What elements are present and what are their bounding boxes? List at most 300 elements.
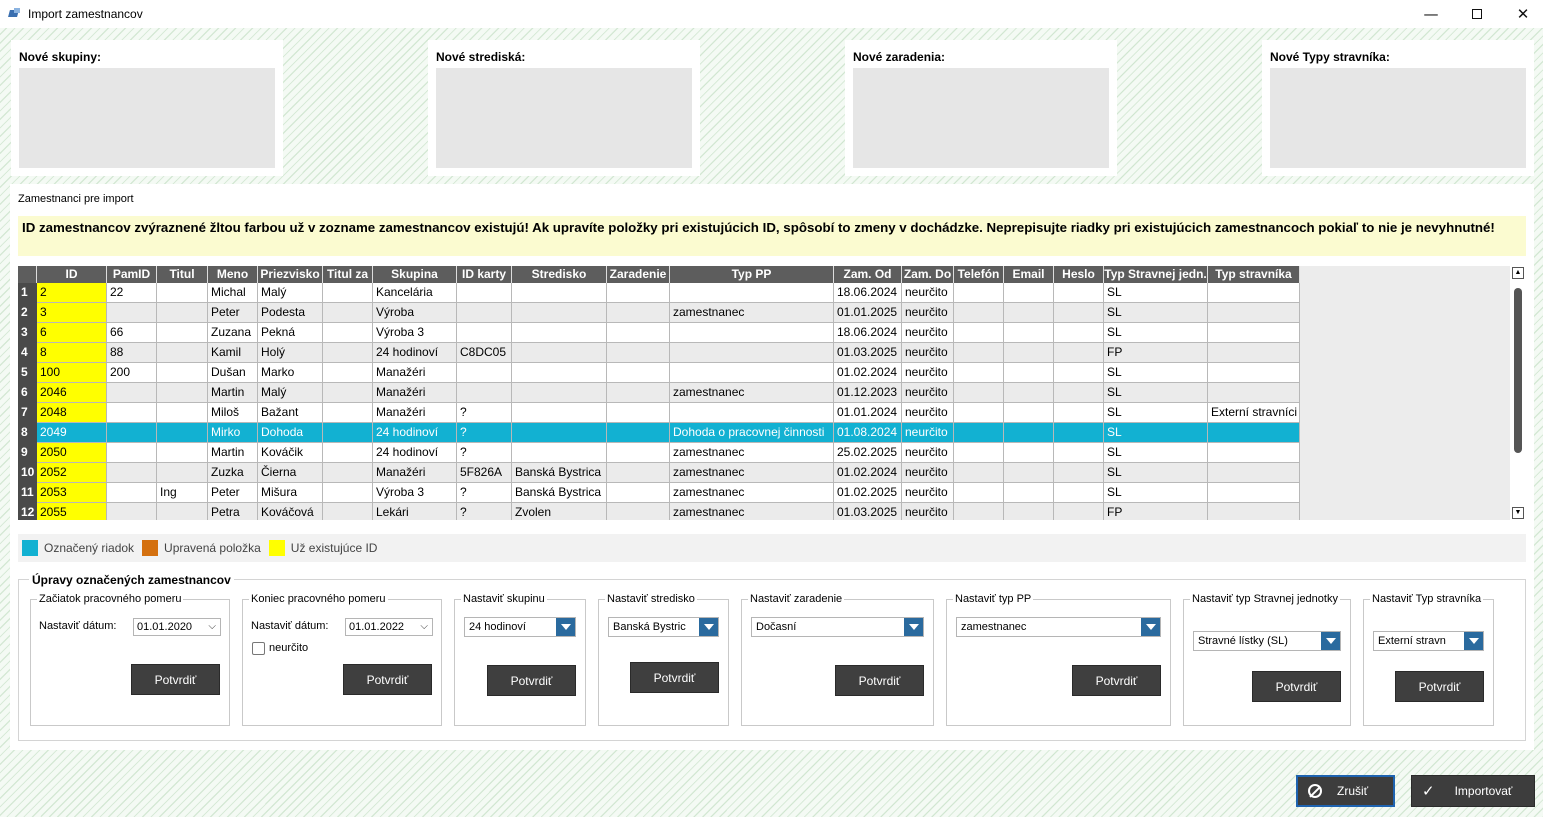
table-cell[interactable]: Mišura bbox=[258, 483, 323, 503]
row-number[interactable]: 5 bbox=[18, 363, 37, 383]
table-cell[interactable] bbox=[323, 383, 373, 403]
table-cell[interactable]: 01.08.2024 bbox=[834, 423, 902, 443]
diner-type-select[interactable] bbox=[1373, 631, 1484, 651]
table-cell[interactable] bbox=[607, 303, 670, 323]
table-cell[interactable] bbox=[1208, 503, 1300, 520]
table-cell[interactable] bbox=[323, 323, 373, 343]
table-cell[interactable] bbox=[1004, 483, 1054, 503]
confirm-pp-type-button[interactable]: Potvrdiť bbox=[1072, 665, 1161, 696]
table-cell[interactable]: Malý bbox=[258, 383, 323, 403]
table-cell[interactable] bbox=[670, 343, 834, 363]
table-cell[interactable] bbox=[1054, 383, 1104, 403]
row-number[interactable]: 12 bbox=[18, 503, 37, 520]
column-header[interactable]: Telefón bbox=[954, 266, 1004, 283]
table-cell[interactable] bbox=[1054, 423, 1104, 443]
table-cell[interactable] bbox=[1054, 303, 1104, 323]
table-cell[interactable]: Výroba 3 bbox=[373, 483, 457, 503]
column-header[interactable]: Skupina bbox=[373, 266, 457, 283]
table-cell[interactable]: Mirko bbox=[208, 423, 258, 443]
maximize-button[interactable] bbox=[1454, 0, 1500, 28]
table-cell[interactable]: 18.06.2024 bbox=[834, 323, 902, 343]
table-row[interactable] bbox=[18, 343, 1300, 363]
table-cell[interactable] bbox=[670, 403, 834, 423]
start-date-picker[interactable] bbox=[133, 618, 221, 636]
table-cell[interactable] bbox=[607, 283, 670, 303]
new-centers-list[interactable] bbox=[436, 68, 692, 168]
table-cell[interactable]: Dohoda bbox=[258, 423, 323, 443]
table-cell[interactable] bbox=[1004, 403, 1054, 423]
table-cell[interactable]: zamestnanec bbox=[670, 463, 834, 483]
scroll-thumb[interactable] bbox=[1514, 288, 1522, 453]
confirm-center-button[interactable]: Potvrdiť bbox=[630, 662, 719, 693]
table-cell[interactable]: Lekári bbox=[373, 503, 457, 520]
table-cell[interactable] bbox=[607, 403, 670, 423]
table-cell[interactable] bbox=[1004, 283, 1054, 303]
table-cell[interactable] bbox=[107, 403, 157, 423]
table-cell[interactable] bbox=[512, 323, 607, 343]
table-cell[interactable]: 2 bbox=[37, 283, 107, 303]
new-diner-types-list[interactable] bbox=[1270, 68, 1526, 168]
table-cell[interactable] bbox=[157, 343, 208, 363]
table-cell[interactable] bbox=[1208, 363, 1300, 383]
table-cell[interactable]: ? bbox=[457, 443, 512, 463]
table-cell[interactable]: Banská Bystrica bbox=[512, 483, 607, 503]
table-cell[interactable]: Miloš bbox=[208, 403, 258, 423]
table-cell[interactable]: 24 hodinoví bbox=[373, 443, 457, 463]
table-cell[interactable] bbox=[107, 423, 157, 443]
column-header[interactable]: ID karty bbox=[457, 266, 512, 283]
table-cell[interactable] bbox=[954, 443, 1004, 463]
confirm-start-date-button[interactable]: Potvrdiť bbox=[131, 664, 220, 695]
table-cell[interactable]: 24 hodinoví bbox=[373, 343, 457, 363]
table-row[interactable] bbox=[18, 303, 1300, 323]
row-number[interactable]: 8 bbox=[18, 423, 37, 443]
table-cell[interactable]: Dohoda o pracovnej činnosti bbox=[670, 423, 834, 443]
table-cell[interactable]: ? bbox=[457, 423, 512, 443]
table-cell[interactable]: ? bbox=[457, 403, 512, 423]
table-cell[interactable] bbox=[457, 303, 512, 323]
table-cell[interactable]: Petra bbox=[208, 503, 258, 520]
table-cell[interactable]: Výroba 3 bbox=[373, 323, 457, 343]
confirm-meal-unit-button[interactable]: Potvrdiť bbox=[1252, 671, 1341, 702]
table-cell[interactable] bbox=[457, 283, 512, 303]
table-cell[interactable]: Banská Bystrica bbox=[512, 463, 607, 483]
table-cell[interactable] bbox=[1054, 463, 1104, 483]
row-number[interactable]: 1 bbox=[18, 283, 37, 303]
table-cell[interactable]: 2052 bbox=[37, 463, 107, 483]
edit-selected-title: Úpravy označených zamestnancov bbox=[29, 573, 234, 587]
table-cell[interactable] bbox=[512, 423, 607, 443]
table-cell[interactable] bbox=[323, 363, 373, 383]
pp-type-select[interactable] bbox=[956, 617, 1161, 637]
table-cell[interactable]: Kancelária bbox=[373, 283, 457, 303]
table-cell[interactable] bbox=[670, 323, 834, 343]
table-cell[interactable]: Zuzana bbox=[208, 323, 258, 343]
table-cell[interactable]: Zuzka bbox=[208, 463, 258, 483]
table-cell[interactable]: Malý bbox=[258, 283, 323, 303]
close-button[interactable]: ✕ bbox=[1516, 5, 1530, 23]
table-cell[interactable] bbox=[323, 483, 373, 503]
column-header[interactable]: Zaradenie bbox=[607, 266, 670, 283]
table-cell[interactable]: neurčito bbox=[902, 303, 954, 323]
row-number[interactable]: 2 bbox=[18, 303, 37, 323]
dropdown-arrow-icon[interactable] bbox=[556, 618, 575, 636]
table-cell[interactable] bbox=[323, 463, 373, 483]
new-centers-label: Nové strediská: bbox=[436, 50, 526, 64]
import-button[interactable] bbox=[1411, 775, 1535, 807]
table-cell[interactable]: Manažéri bbox=[373, 383, 457, 403]
table-cell[interactable]: Bažant bbox=[258, 403, 323, 423]
table-cell[interactable] bbox=[157, 383, 208, 403]
dropdown-arrow-icon[interactable] bbox=[699, 618, 718, 636]
table-cell[interactable] bbox=[954, 283, 1004, 303]
table-row[interactable] bbox=[18, 463, 1300, 483]
table-cell[interactable] bbox=[954, 403, 1004, 423]
table-cell[interactable] bbox=[954, 423, 1004, 443]
column-header[interactable]: Typ PP bbox=[670, 266, 834, 283]
legend-swatch-selected bbox=[22, 540, 38, 556]
table-cell[interactable]: 5F826A bbox=[457, 463, 512, 483]
table-cell[interactable] bbox=[512, 303, 607, 323]
column-header[interactable]: Priezvisko bbox=[258, 266, 323, 283]
table-cell[interactable] bbox=[607, 423, 670, 443]
table-cell[interactable]: Dušan bbox=[208, 363, 258, 383]
table-cell[interactable] bbox=[954, 463, 1004, 483]
table-cell[interactable]: 8 bbox=[37, 343, 107, 363]
table-cell[interactable] bbox=[1208, 283, 1300, 303]
table-cell[interactable]: zamestnanec bbox=[670, 443, 834, 463]
table-cell[interactable]: zamestnanec bbox=[670, 383, 834, 403]
table-cell[interactable] bbox=[157, 283, 208, 303]
column-header[interactable]: Titul za bbox=[323, 266, 373, 283]
table-row[interactable] bbox=[18, 283, 1300, 303]
minimize-button[interactable]: — bbox=[1423, 5, 1439, 23]
table-cell[interactable] bbox=[157, 303, 208, 323]
vertical-scrollbar[interactable] bbox=[1510, 266, 1526, 520]
table-cell[interactable]: SL bbox=[1104, 303, 1208, 323]
column-header[interactable]: Stredisko bbox=[512, 266, 607, 283]
table-row[interactable] bbox=[18, 483, 1300, 503]
table-cell[interactable]: 01.01.2025 bbox=[834, 303, 902, 323]
dropdown-arrow-icon[interactable] bbox=[904, 618, 923, 636]
meal-unit-select-value: Stravné lístky (SL) bbox=[1198, 635, 1288, 647]
table-cell[interactable]: neurčito bbox=[902, 383, 954, 403]
table-cell[interactable]: 88 bbox=[107, 343, 157, 363]
table-cell[interactable]: 66 bbox=[107, 323, 157, 343]
table-cell[interactable]: neurčito bbox=[902, 283, 954, 303]
table-cell[interactable]: ? bbox=[457, 503, 512, 520]
table-cell[interactable]: 01.03.2025 bbox=[834, 503, 902, 520]
table-cell[interactable] bbox=[607, 503, 670, 520]
table-cell[interactable] bbox=[1208, 303, 1300, 323]
table-cell[interactable]: 200 bbox=[107, 363, 157, 383]
table-cell[interactable] bbox=[512, 383, 607, 403]
column-header[interactable]: Typ stravníka bbox=[1208, 266, 1300, 283]
table-cell[interactable] bbox=[107, 503, 157, 520]
table-cell[interactable]: Manažéri bbox=[373, 403, 457, 423]
table-row[interactable] bbox=[18, 323, 1300, 343]
table-cell[interactable]: Peter bbox=[208, 303, 258, 323]
employee-grid[interactable] bbox=[18, 266, 1518, 520]
table-cell[interactable] bbox=[457, 323, 512, 343]
table-cell[interactable]: SL bbox=[1104, 383, 1208, 403]
table-cell[interactable]: Kováčik bbox=[258, 443, 323, 463]
table-cell[interactable] bbox=[1054, 403, 1104, 423]
table-cell[interactable] bbox=[1054, 283, 1104, 303]
table-cell[interactable] bbox=[607, 483, 670, 503]
table-cell[interactable]: 6 bbox=[37, 323, 107, 343]
column-header[interactable]: Titul bbox=[157, 266, 208, 283]
confirm-position-button[interactable]: Potvrdiť bbox=[835, 665, 924, 696]
table-cell[interactable]: 2046 bbox=[37, 383, 107, 403]
table-row[interactable] bbox=[18, 383, 1300, 403]
table-cell[interactable]: SL bbox=[1104, 363, 1208, 383]
table-cell[interactable]: Michal bbox=[208, 283, 258, 303]
table-cell[interactable]: Ing bbox=[157, 483, 208, 503]
table-cell[interactable] bbox=[954, 303, 1004, 323]
table-cell[interactable] bbox=[323, 443, 373, 463]
table-cell[interactable]: neurčito bbox=[902, 423, 954, 443]
table-cell[interactable] bbox=[1004, 383, 1054, 403]
row-number[interactable]: 7 bbox=[18, 403, 37, 423]
table-cell[interactable] bbox=[1054, 363, 1104, 383]
table-cell[interactable]: 2049 bbox=[37, 423, 107, 443]
table-cell[interactable]: 18.06.2024 bbox=[834, 283, 902, 303]
table-cell[interactable]: SL bbox=[1104, 283, 1208, 303]
table-cell[interactable]: SL bbox=[1104, 323, 1208, 343]
indefinite-checkbox[interactable] bbox=[252, 642, 265, 655]
table-cell[interactable]: neurčito bbox=[902, 503, 954, 520]
new-positions-list[interactable] bbox=[853, 68, 1109, 168]
table-cell[interactable]: Manažéri bbox=[373, 363, 457, 383]
table-cell[interactable] bbox=[323, 343, 373, 363]
column-header[interactable]: Typ Stravnej jedn. bbox=[1104, 267, 1207, 281]
table-cell[interactable]: Holý bbox=[258, 343, 323, 363]
table-cell[interactable] bbox=[1208, 443, 1300, 463]
column-header[interactable]: PamID bbox=[107, 266, 157, 283]
table-cell[interactable]: Martin bbox=[208, 383, 258, 403]
new-groups-list[interactable] bbox=[19, 68, 275, 168]
table-cell[interactable] bbox=[512, 363, 607, 383]
table-cell[interactable]: 2050 bbox=[37, 443, 107, 463]
table-cell[interactable] bbox=[1004, 323, 1054, 343]
table-cell[interactable] bbox=[670, 283, 834, 303]
scroll-up-button[interactable]: ▲ bbox=[1512, 267, 1524, 279]
table-row[interactable] bbox=[18, 443, 1300, 463]
table-cell[interactable] bbox=[512, 343, 607, 363]
table-row[interactable] bbox=[18, 503, 1300, 520]
table-cell[interactable]: Manažéri bbox=[373, 463, 457, 483]
table-cell[interactable] bbox=[1208, 423, 1300, 443]
table-cell[interactable]: 3 bbox=[37, 303, 107, 323]
table-cell[interactable] bbox=[1054, 483, 1104, 503]
table-cell[interactable]: neurčito bbox=[902, 443, 954, 463]
table-cell[interactable] bbox=[157, 363, 208, 383]
table-cell[interactable] bbox=[670, 363, 834, 383]
table-cell[interactable]: SL bbox=[1104, 443, 1208, 463]
table-cell[interactable]: neurčito bbox=[902, 343, 954, 363]
end-date-picker[interactable] bbox=[345, 618, 433, 636]
table-cell[interactable] bbox=[1004, 363, 1054, 383]
table-cell[interactable] bbox=[512, 443, 607, 463]
table-cell[interactable]: ? bbox=[457, 483, 512, 503]
table-cell[interactable]: 01.02.2024 bbox=[834, 463, 902, 483]
table-cell[interactable]: zamestnanec bbox=[670, 303, 834, 323]
table-cell[interactable] bbox=[157, 323, 208, 343]
row-number[interactable]: 11 bbox=[18, 483, 37, 503]
table-cell[interactable]: 01.01.2024 bbox=[834, 403, 902, 423]
table-cell[interactable]: Kováčová bbox=[258, 503, 323, 520]
position-select[interactable] bbox=[751, 617, 924, 637]
table-cell[interactable] bbox=[323, 503, 373, 520]
table-cell[interactable] bbox=[512, 283, 607, 303]
table-cell[interactable]: neurčito bbox=[902, 483, 954, 503]
table-cell[interactable] bbox=[457, 383, 512, 403]
table-cell[interactable] bbox=[1004, 423, 1054, 443]
table-cell[interactable]: Marko bbox=[258, 363, 323, 383]
table-cell[interactable] bbox=[157, 503, 208, 520]
table-cell[interactable] bbox=[323, 303, 373, 323]
row-number[interactable]: 4 bbox=[18, 343, 37, 363]
dropdown-arrow-icon[interactable] bbox=[1321, 632, 1340, 650]
table-cell[interactable]: Zvolen bbox=[512, 503, 607, 520]
table-cell[interactable]: SL bbox=[1104, 403, 1208, 423]
column-header[interactable]: ID bbox=[37, 266, 107, 283]
table-cell[interactable]: 01.02.2025 bbox=[834, 483, 902, 503]
table-cell[interactable] bbox=[607, 343, 670, 363]
table-cell[interactable]: Čierna bbox=[258, 463, 323, 483]
group-select[interactable] bbox=[464, 617, 576, 637]
table-cell[interactable]: FP bbox=[1104, 503, 1208, 520]
table-cell[interactable]: C8DC05 bbox=[457, 343, 512, 363]
table-cell[interactable] bbox=[607, 363, 670, 383]
table-cell[interactable] bbox=[1004, 443, 1054, 463]
dropdown-arrow-icon[interactable] bbox=[1464, 632, 1483, 650]
table-cell[interactable] bbox=[1004, 503, 1054, 520]
table-cell[interactable]: 01.12.2023 bbox=[834, 383, 902, 403]
table-cell[interactable] bbox=[954, 503, 1004, 520]
table-cell[interactable]: neurčito bbox=[902, 323, 954, 343]
table-cell[interactable]: Kamil bbox=[208, 343, 258, 363]
table-cell[interactable] bbox=[512, 403, 607, 423]
table-cell[interactable]: 01.03.2025 bbox=[834, 343, 902, 363]
table-row[interactable] bbox=[18, 423, 1300, 443]
table-cell[interactable]: 25.02.2025 bbox=[834, 443, 902, 463]
table-cell[interactable] bbox=[157, 463, 208, 483]
confirm-end-date-button[interactable]: Potvrdiť bbox=[343, 664, 432, 695]
table-cell[interactable] bbox=[1054, 343, 1104, 363]
table-cell[interactable] bbox=[1208, 343, 1300, 363]
center-select[interactable] bbox=[608, 617, 719, 637]
confirm-diner-type-button[interactable]: Potvrdiť bbox=[1395, 671, 1484, 702]
row-number[interactable]: 9 bbox=[18, 443, 37, 463]
table-cell[interactable]: FP bbox=[1104, 343, 1208, 363]
table-cell[interactable]: 01.02.2024 bbox=[834, 363, 902, 383]
table-cell[interactable]: SL bbox=[1104, 423, 1208, 443]
table-cell[interactable] bbox=[457, 363, 512, 383]
table-cell[interactable]: Pekná bbox=[258, 323, 323, 343]
table-cell[interactable]: Externí stravníci bbox=[1208, 403, 1300, 423]
table-cell[interactable] bbox=[607, 463, 670, 483]
table-row[interactable] bbox=[18, 403, 1300, 423]
table-cell[interactable] bbox=[107, 463, 157, 483]
table-cell[interactable] bbox=[157, 423, 208, 443]
table-cell[interactable]: 2053 bbox=[37, 483, 107, 503]
table-cell[interactable] bbox=[107, 303, 157, 323]
row-number[interactable]: 10 bbox=[18, 463, 37, 483]
table-cell[interactable] bbox=[1004, 463, 1054, 483]
table-cell[interactable] bbox=[1208, 483, 1300, 503]
table-cell[interactable]: zamestnanec bbox=[670, 503, 834, 520]
table-cell[interactable] bbox=[107, 483, 157, 503]
table-cell[interactable]: Podesta bbox=[258, 303, 323, 323]
table-cell[interactable]: 100 bbox=[37, 363, 107, 383]
table-cell[interactable] bbox=[1208, 383, 1300, 403]
table-row[interactable] bbox=[18, 363, 1300, 383]
table-cell[interactable]: Výroba bbox=[373, 303, 457, 323]
table-cell[interactable] bbox=[954, 343, 1004, 363]
table-cell[interactable] bbox=[107, 383, 157, 403]
table-cell[interactable]: 2048 bbox=[37, 403, 107, 423]
column-header[interactable]: Meno bbox=[208, 266, 258, 283]
table-cell[interactable]: SL bbox=[1104, 483, 1208, 503]
table-cell[interactable]: 24 hodinoví bbox=[373, 423, 457, 443]
table-cell[interactable]: Martin bbox=[208, 443, 258, 463]
table-cell[interactable] bbox=[954, 383, 1004, 403]
dropdown-arrow-icon[interactable] bbox=[1141, 618, 1160, 636]
table-cell[interactable] bbox=[607, 323, 670, 343]
maximize-icon bbox=[1472, 9, 1482, 19]
table-cell[interactable] bbox=[954, 363, 1004, 383]
table-cell[interactable]: Peter bbox=[208, 483, 258, 503]
column-header[interactable]: Zam. Od bbox=[834, 266, 902, 283]
table-cell[interactable] bbox=[954, 483, 1004, 503]
table-cell[interactable] bbox=[1004, 303, 1054, 323]
table-cell[interactable]: 22 bbox=[107, 283, 157, 303]
table-cell[interactable] bbox=[607, 443, 670, 463]
table-cell[interactable] bbox=[1054, 323, 1104, 343]
cancel-button[interactable] bbox=[1296, 775, 1395, 807]
table-cell[interactable] bbox=[323, 423, 373, 443]
table-cell[interactable] bbox=[107, 443, 157, 463]
meal-unit-select[interactable] bbox=[1193, 631, 1341, 651]
table-cell[interactable] bbox=[157, 443, 208, 463]
table-cell[interactable] bbox=[1054, 443, 1104, 463]
table-cell[interactable] bbox=[1004, 343, 1054, 363]
table-cell[interactable] bbox=[1054, 503, 1104, 520]
table-cell[interactable] bbox=[954, 323, 1004, 343]
table-cell[interactable] bbox=[157, 403, 208, 423]
table-cell[interactable]: zamestnanec bbox=[670, 483, 834, 503]
table-cell[interactable] bbox=[323, 403, 373, 423]
table-cell[interactable]: neurčito bbox=[902, 463, 954, 483]
column-header[interactable]: Heslo bbox=[1054, 266, 1104, 283]
row-number[interactable]: 6 bbox=[18, 383, 37, 403]
table-cell[interactable]: 2055 bbox=[37, 503, 107, 520]
scroll-down-button[interactable]: ▼ bbox=[1512, 507, 1524, 519]
column-header[interactable]: Zam. Do bbox=[902, 266, 954, 283]
table-cell[interactable] bbox=[1208, 323, 1300, 343]
table-cell[interactable] bbox=[607, 383, 670, 403]
table-cell[interactable] bbox=[323, 283, 373, 303]
row-number[interactable]: 3 bbox=[18, 323, 37, 343]
table-cell[interactable]: neurčito bbox=[902, 403, 954, 423]
table-cell[interactable] bbox=[1208, 463, 1300, 483]
confirm-group-button[interactable]: Potvrdiť bbox=[487, 665, 576, 696]
table-cell[interactable]: neurčito bbox=[902, 363, 954, 383]
column-header[interactable]: Email bbox=[1004, 266, 1054, 283]
table-cell[interactable]: SL bbox=[1104, 463, 1208, 483]
